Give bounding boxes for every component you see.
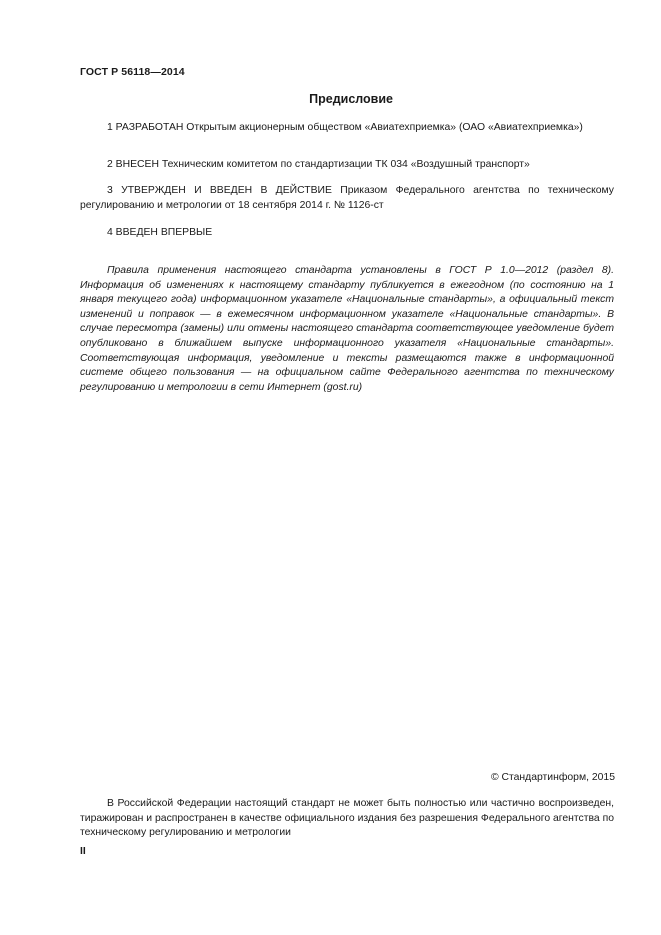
preface-item-first-time: 4 ВВЕДЕН ВПЕРВЫЕ bbox=[107, 227, 213, 238]
page-number: II bbox=[80, 846, 86, 857]
document-code: ГОСТ Р 56118—2014 bbox=[80, 66, 185, 78]
preface-title: Предисловие bbox=[309, 92, 393, 106]
copyright-line: © Стандартинформ, 2015 bbox=[490, 772, 615, 783]
preface-item-approved: 3 УТВЕРЖДЕН И ВВЕДЕН В ДЕЙСТВИЕ Приказом Федерального агентства по техническому регулированию и метрологии от 18 сентября 2014 г. № 1126-ст bbox=[80, 185, 614, 211]
reproduction-notice: В Российской Федерации настоящий стандарт не может быть полностью или частично воспроизведен, тиражирован и распространен в качестве официального издания без разрешения Федерального агентства по техническому регулированию и метрологии bbox=[80, 798, 614, 839]
preface-title-wrapper bbox=[80, 92, 583, 106]
application-rules-note: Правила применения настоящего стандарта установлены в ГОСТ Р 1.0—2012 (раздел 8). Информация об изменениях к настоящему стандарту публикуется в ежегодном (по состоянию на 1 января текущего года) информационном указателе «Национальные стандарты», а официальный текст изменений и поправок — в ежемесячном информационном указателе «Национальные стандарты». В случае пересмотра (замены) или отмены настоящего стандарта соответствующее уведомление будет опубликовано в ближайшем выпуске информационного указателя «Национальные стандарты». Соответствующая информация, уведомление и тексты размещаются также в информационной системе общего пользования — на официальном сайте Федерального агентства по техническому регулированию и метрологии в сети Интернет (gost.ru) bbox=[80, 265, 614, 393]
preface-item-introduced: 2 ВНЕСЕН Техническим комитетом по стандартизации ТК 034 «Воздушный транспорт» bbox=[107, 159, 530, 170]
preface-item-developed: 1 РАЗРАБОТАН Открытым акционерным обществом «Авиатехприемка» (ОАО «Авиатехприемка») bbox=[107, 122, 583, 133]
